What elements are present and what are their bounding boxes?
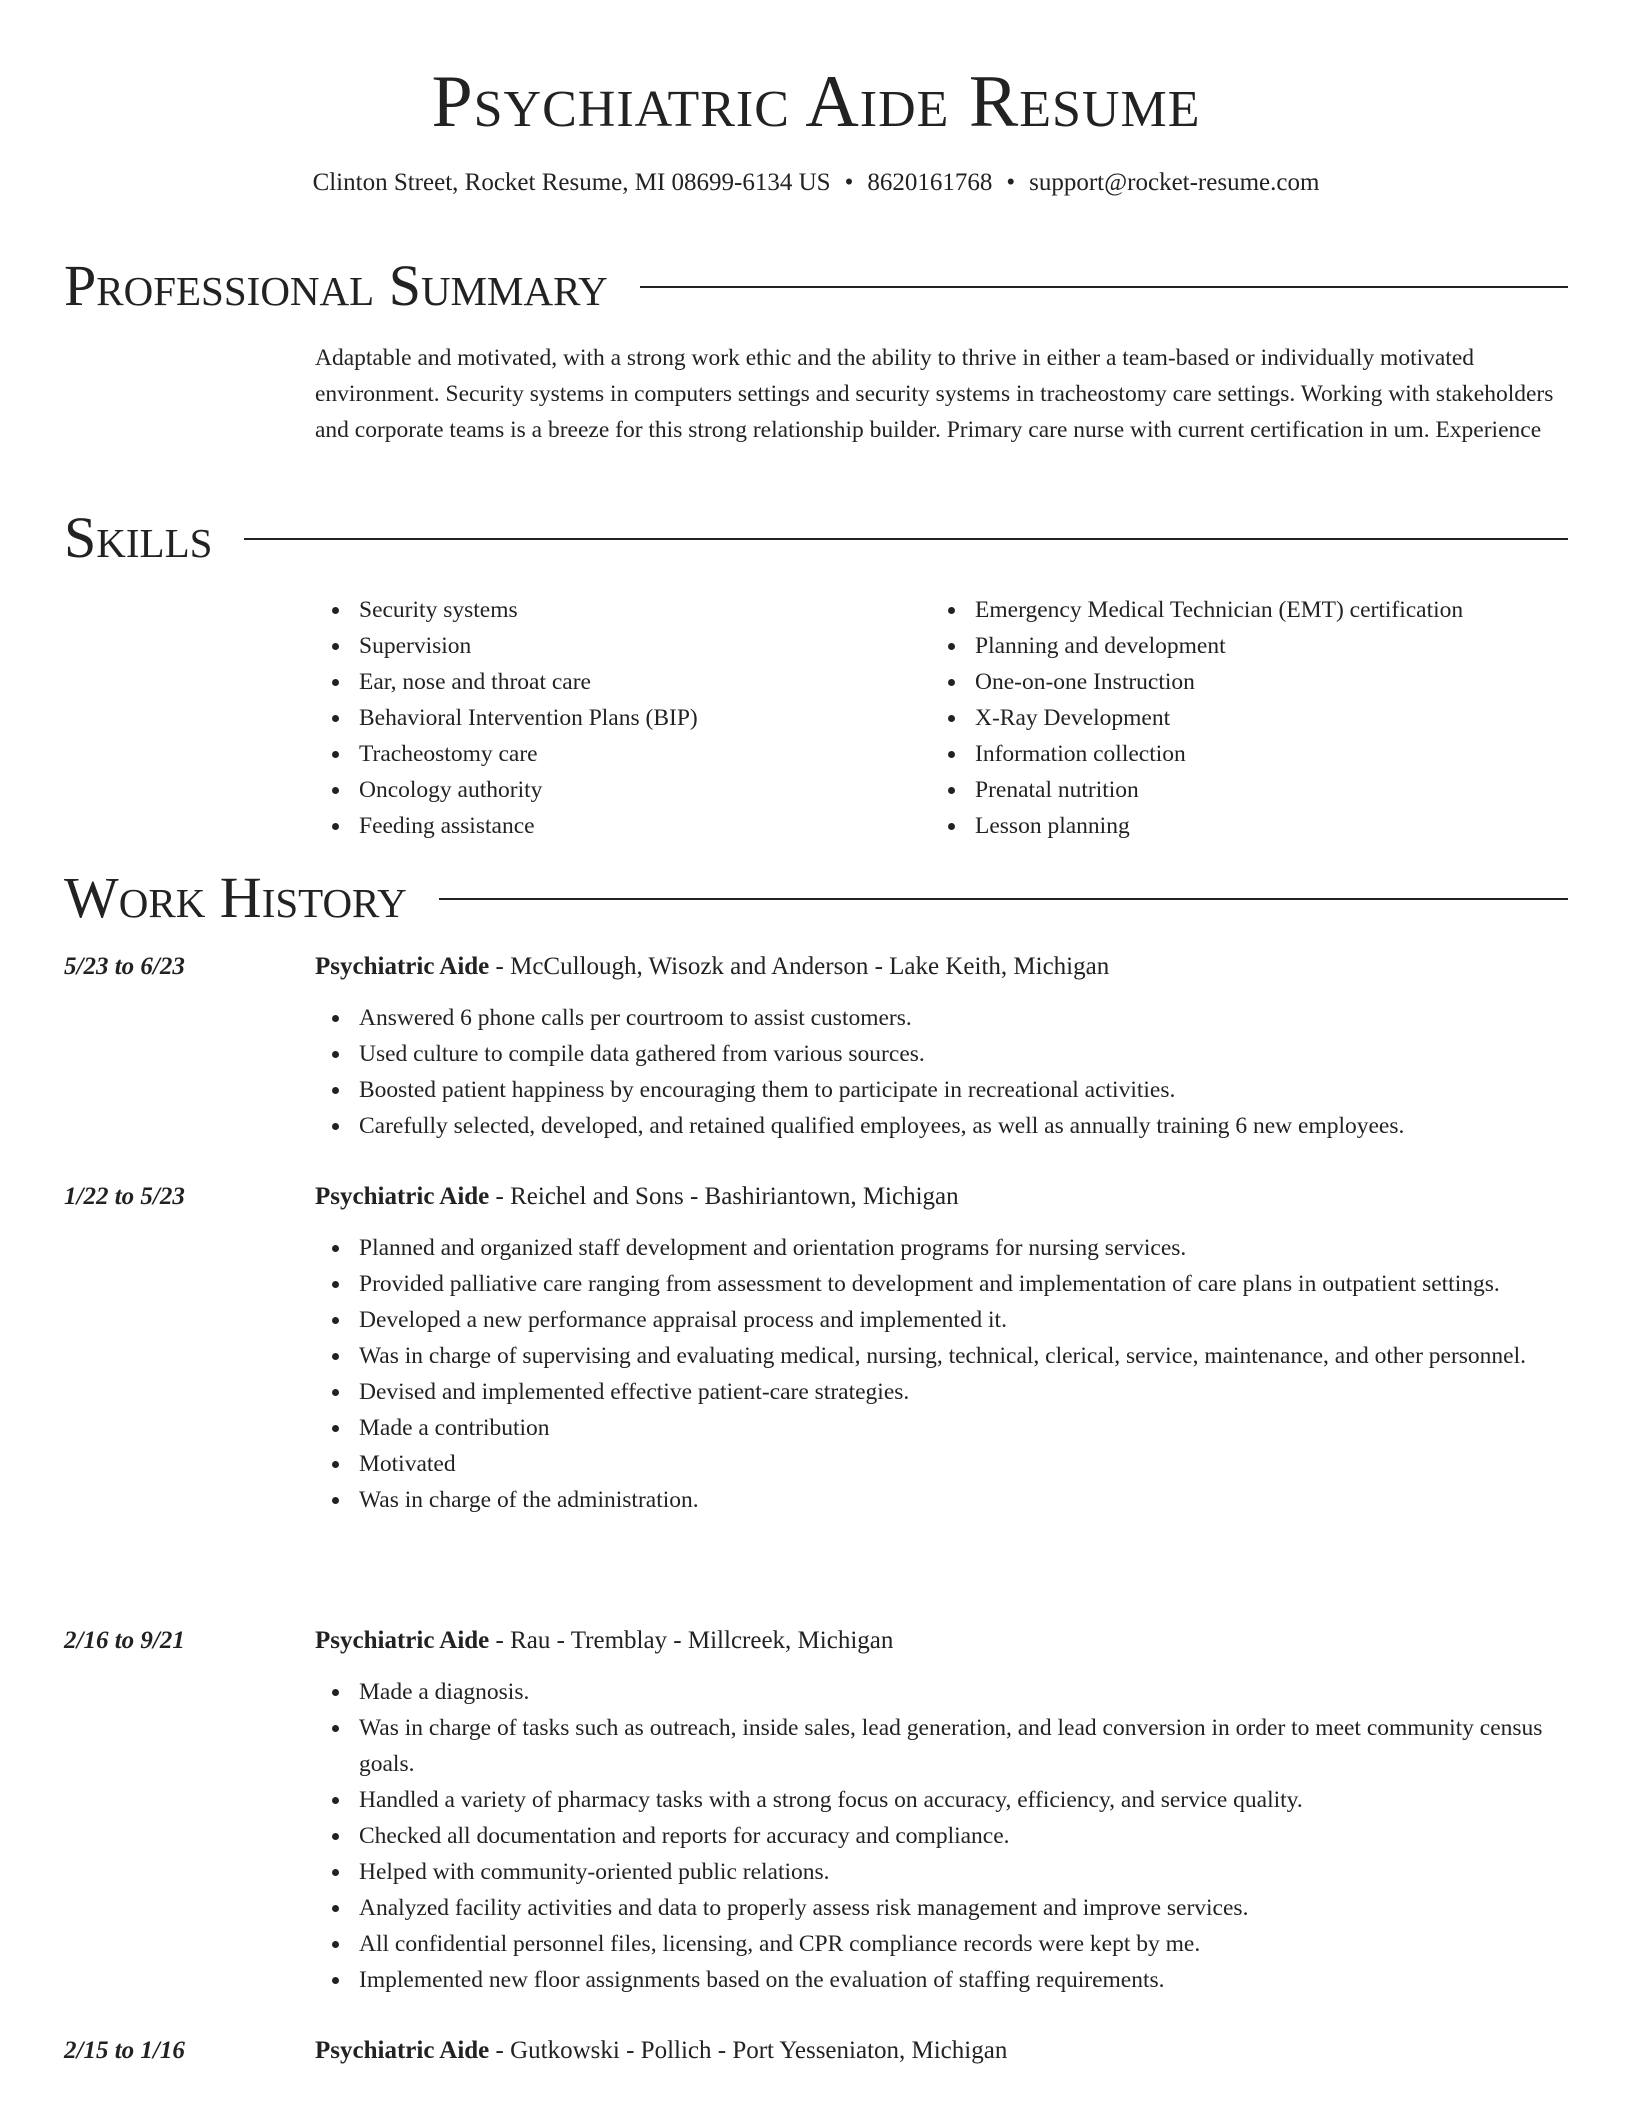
job-bullet: Planned and organized staff development and orientation programs for nursing services. xyxy=(315,1230,1568,1266)
job-bullet: Made a diagnosis. xyxy=(315,1674,1568,1710)
job-bullet: Made a contribution xyxy=(315,1410,1568,1446)
job-header xyxy=(315,1624,893,1658)
job-bullet: Developed a new performance appraisal process and implemented it. xyxy=(315,1302,1568,1338)
job-title: Psychiatric Aide xyxy=(315,953,490,980)
work-history-heading: Work History xyxy=(64,865,407,930)
job-title: Psychiatric Aide xyxy=(315,2037,490,2064)
job-bullet-list xyxy=(315,1230,1568,1518)
resume-title: Psychiatric Aide Resume xyxy=(431,61,1201,143)
job-bullet: Implemented new floor assignments based on the evaluation of staffing requirements. xyxy=(315,1962,1568,1998)
job-bullet: Used culture to compile data gathered from various sources. xyxy=(315,1036,1568,1072)
job-header xyxy=(315,1180,959,1214)
contact-phone: 8620161768 xyxy=(867,169,993,196)
job-employer: - Rau - Tremblay - Millcreek, Michigan xyxy=(489,1627,894,1654)
job-bullet: All confidential personnel files, licensing, and CPR compliance records were kept by me. xyxy=(315,1926,1568,1962)
job-dates: 2/16 to 9/21 xyxy=(64,1627,185,1654)
job-dates: 5/23 to 6/23 xyxy=(64,953,185,980)
contact-email: support@rocket-resume.com xyxy=(1029,169,1320,196)
skills-list-right xyxy=(931,592,1568,844)
skill-item: Lesson planning xyxy=(931,808,1568,844)
job-bullet: Was in charge of supervising and evaluating medical, nursing, technical, clerical, service, maintenance, and other personnel. xyxy=(315,1338,1568,1374)
job-title: Psychiatric Aide xyxy=(315,1627,490,1654)
job-header xyxy=(315,950,1109,984)
skill-item: Tracheostomy care xyxy=(315,736,875,772)
skill-item: Supervision xyxy=(315,628,875,664)
job-employer: - Gutkowski - Pollich - Port Yesseniaton, Michigan xyxy=(489,2037,1008,2064)
skill-item: Behavioral Intervention Plans (BIP) xyxy=(315,700,875,736)
job-bullet: Checked all documentation and reports for accuracy and compliance. xyxy=(315,1818,1568,1854)
job-bullet: Carefully selected, developed, and retained qualified employees, as well as annually training 6 new employees. xyxy=(315,1108,1568,1144)
job-bullet-list xyxy=(315,1000,1568,1144)
job-bullet: Was in charge of tasks such as outreach, inside sales, lead generation, and lead conversion in order to meet community census goals. xyxy=(315,1710,1568,1782)
job-bullet: Devised and implemented effective patient-care strategies. xyxy=(315,1374,1568,1410)
job-bullet: Was in charge of the administration. xyxy=(315,1482,1568,1518)
job-dates: 2/15 to 1/16 xyxy=(64,2037,185,2064)
skill-item: Information collection xyxy=(931,736,1568,772)
section-divider xyxy=(244,538,1568,540)
job-bullet: Analyzed facility activities and data to properly assess risk management and improve services. xyxy=(315,1890,1568,1926)
job-dates: 1/22 to 5/23 xyxy=(64,1183,185,1210)
skill-item: Planning and development xyxy=(931,628,1568,664)
contact-separator: • xyxy=(844,169,854,196)
skill-item: Ear, nose and throat care xyxy=(315,664,875,700)
job-bullet: Boosted patient happiness by encouraging them to participate in recreational activities. xyxy=(315,1072,1568,1108)
job-bullet: Motivated xyxy=(315,1446,1568,1482)
skill-item: X-Ray Development xyxy=(931,700,1568,736)
skill-item: Emergency Medical Technician (EMT) certification xyxy=(931,592,1568,628)
skill-item: Feeding assistance xyxy=(315,808,875,844)
skills-list-left xyxy=(315,592,875,844)
job-header xyxy=(315,2034,1007,2068)
resume-page xyxy=(64,0,1568,2064)
contact-separator: • xyxy=(1006,169,1016,196)
contact-line xyxy=(64,166,1568,200)
job-bullet: Handled a variety of pharmacy tasks with a strong focus on accuracy, efficiency, and service quality. xyxy=(315,1782,1568,1818)
job-employer: - McCullough, Wisozk and Anderson - Lake Keith, Michigan xyxy=(489,953,1110,980)
summary-text: Adaptable and motivated, with a strong work ethic and the ability to thrive in either a team-based or individually motivated environment. Security systems in computers settings and security systems in tracheostomy care settings. Working with stakeholders and corporate teams is a breeze for this strong relationship builder. Primary care nurse with current certification in um. Experience xyxy=(315,345,1554,443)
skill-item: Security systems xyxy=(315,592,875,628)
section-divider xyxy=(640,286,1568,288)
skill-item: Oncology authority xyxy=(315,772,875,808)
job-bullet: Provided palliative care ranging from assessment to development and implementation of care plans in outpatient settings. xyxy=(315,1266,1568,1302)
work-history-section-header xyxy=(64,866,1568,930)
skill-item: One-on-one Instruction xyxy=(931,664,1568,700)
section-divider xyxy=(439,898,1568,900)
contact-address: Clinton Street, Rocket Resume, MI 08699-6134 US xyxy=(312,169,831,196)
summary-heading: Professional Summary xyxy=(64,253,608,318)
job-bullet-list xyxy=(315,1674,1568,1998)
job-bullet: Helped with community-oriented public relations. xyxy=(315,1854,1568,1890)
job-title: Psychiatric Aide xyxy=(315,1183,490,1210)
skills-heading: Skills xyxy=(64,505,213,570)
job-bullet: Answered 6 phone calls per courtroom to assist customers. xyxy=(315,1000,1568,1036)
skill-item: Prenatal nutrition xyxy=(931,772,1568,808)
skills-section-header xyxy=(64,506,1568,570)
job-employer: - Reichel and Sons - Bashiriantown, Michigan xyxy=(489,1183,959,1210)
summary-section-header xyxy=(64,254,1568,318)
